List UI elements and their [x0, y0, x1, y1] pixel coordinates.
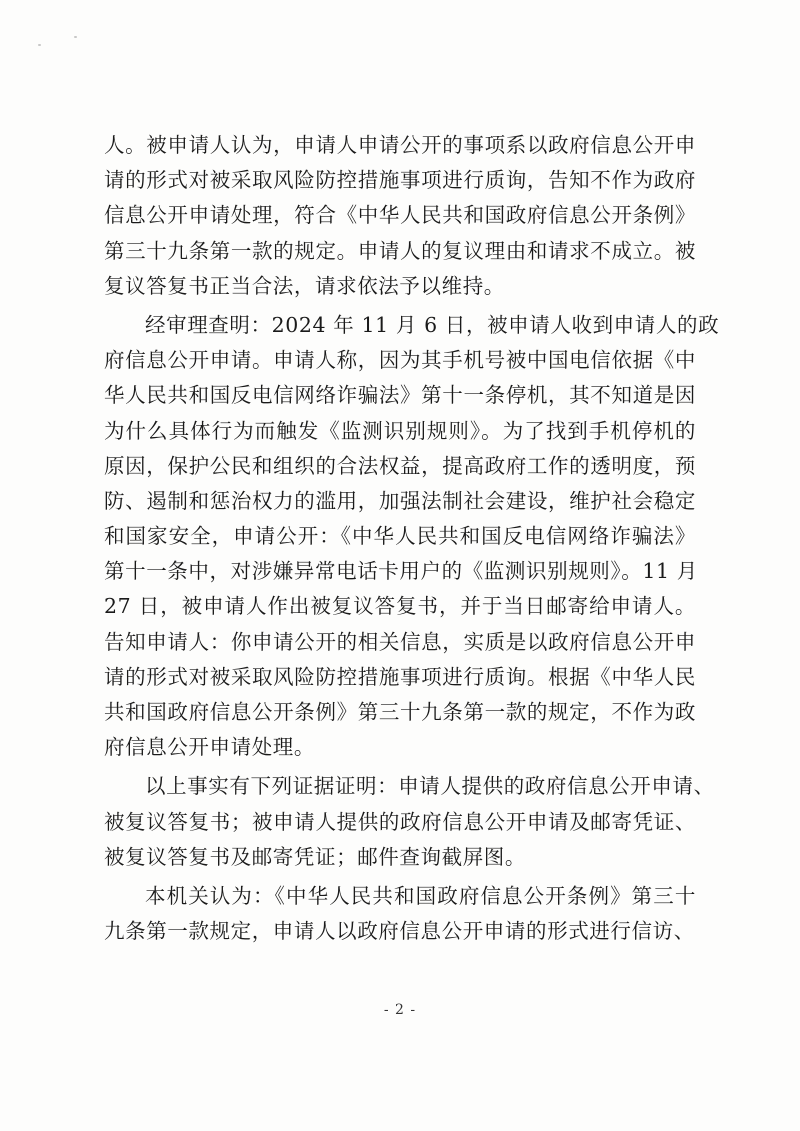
text-line: 被复议答复书；被申请人提供的政府信息公开申请及邮寄凭证、 [104, 809, 696, 834]
text-line: 以上事实有下列证据证明：申请人提供的政府信息公开申请、 [145, 774, 715, 799]
text-line: 为什么具体行为而触发《监测识别规则》。为了找到手机停机的 [104, 418, 696, 443]
text-line: 和国家安全，申请公开：《中华人民共和国反电信网络诈骗法》 [104, 524, 696, 549]
text-line: 请的形式对被采取风险防控措施事项进行质询。根据《中华人民 [104, 664, 696, 689]
text-line: 人。被申请人认为，申请人申请公开的事项系以政府信息公开申 [104, 133, 696, 157]
paragraph [104, 308, 720, 765]
page-number: - 2 - [383, 1002, 417, 1018]
text-line: 第十一条中，对涉嫌异常电话卡用户的《监测识别规则》。11 月 [104, 559, 698, 584]
text-line: 告知申请人：你申请公开的相关信息，实质是以政府信息公开申 [104, 629, 696, 654]
scan-speck [38, 44, 41, 46]
text-line: 九条第一款规定，申请人以政府信息公开申请的形式进行信访、 [104, 919, 695, 944]
text-line: 信息公开申请处理，符合《中华人民共和国政府信息公开条例》 [104, 203, 696, 228]
paragraph [104, 769, 715, 875]
text-line: 复议答复书正当合法，请求依法予以维持。 [104, 273, 505, 298]
paragraph [104, 879, 696, 949]
text-line: 27 日，被申请人作出被复议答复书，并于当日邮寄给申请人。 [104, 594, 696, 619]
text-line: 华人民共和国反电信网络诈骗法》第十一条停机，其不知道是因 [104, 383, 696, 408]
text-line: 请的形式对被采取风险防控措施事项进行质询，告知不作为政府 [104, 168, 696, 193]
scan-speck [74, 36, 77, 38]
text-line: 被复议答复书及邮寄凭证；邮件查询截屏图。 [104, 844, 526, 869]
text-line: 第三十九条第一款的规定。申请人的复议理由和请求不成立。被 [104, 238, 696, 263]
text-line: 府信息公开申请。申请人称，因为其手机号被中国电信依据《中 [104, 348, 696, 373]
text-line: 原因，保护公民和组织的合法权益，提高政府工作的透明度，预 [104, 453, 696, 478]
text-line: 共和国政府信息公开条例》第三十九条第一款的规定，不作为政 [104, 700, 696, 724]
text-line: 府信息公开申请处理。 [104, 735, 315, 760]
text-line: 本机关认为：《中华人民共和国政府信息公开条例》第三十 [145, 883, 696, 908]
text-line: 经审理查明：2024 年 11 月 6 日，被申请人收到申请人的政 [145, 312, 720, 337]
document-body [104, 128, 720, 949]
text-line: 防、遏制和惩治权力的滥用，加强法制社会建设，维护社会稳定 [104, 488, 696, 513]
paragraph [104, 128, 696, 304]
